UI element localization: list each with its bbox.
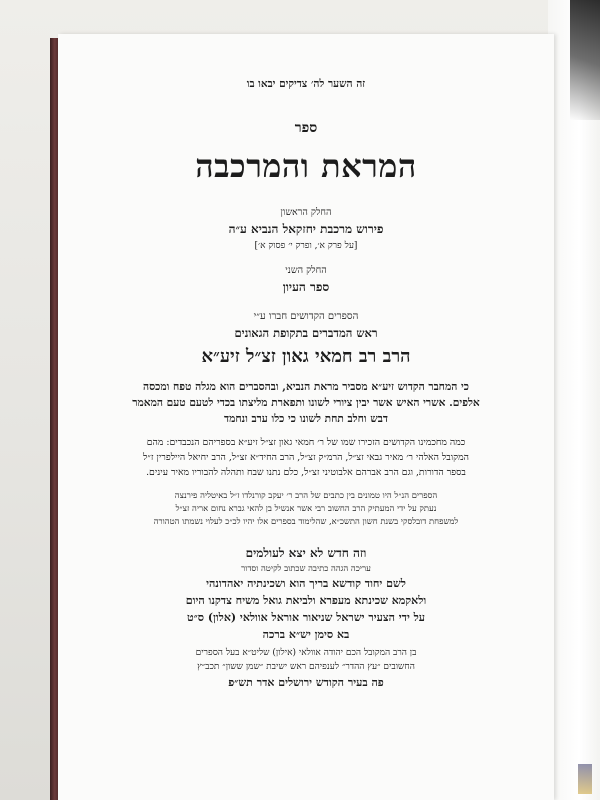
provenance-paragraph [82, 490, 530, 526]
provenance-line: הספרים הנ״ל היו טמונים בין כתבים של הרב ר׳ יעקב קורנלדו ז״ל באיטליה פירנצה [174, 490, 438, 500]
part-one-name: פירוש מרכבת יחזקאל הנביא ע״ה [228, 222, 384, 236]
book-title: המראת והמרכבה [195, 147, 417, 185]
description-line: כי המחבר הקדוש זיע״א מסביר מראת הנביא, ובהסברים הוא מגלה טפח ומכסה [143, 381, 469, 393]
part-two-name: ספר העיון [282, 280, 330, 294]
part-one-label: החלק הראשון [280, 207, 332, 218]
citations-line: המקובל האלהי ר׳ מאיר גבאי זצ״ל, הרמ״ק זצ״ל, הרב החיד״א זצ״ל, הרב יחיאל היילפרין ז״ל [143, 452, 469, 463]
provenance-line: למשפחת דובלסקי בשנת חשון התשכ״א, שהלימוד בספרים אלו יהיו לכ״כ לעלוי נשמתו הטהורה [153, 516, 459, 526]
closing-headline: וזה חדש לא יצא לעולמים [245, 546, 367, 560]
editor-father-line-2: החשובים ״עץ ההדר״ לענפיהם ראש ישיבת ״שמן ששון״ תכב״ץ [197, 662, 415, 672]
citations-line: בספר הדורות, וגם הרב אברהם אלבוטיני זצ״ל, כלם נתנו שבח ותהלה להבוריו מאיר עינים. [146, 467, 466, 478]
next-page-edge [548, 0, 600, 800]
page-curl-shadow [570, 0, 600, 120]
provenance-line: נעתק על ידי המעתיק הרב החשוב רבי אשר אנשיל בן להאי גברא נחום אריה זצ״ל [175, 503, 437, 513]
citations-line: כמה מחכמינו הקדושים הזכירו שמו של ר׳ חמאי גאון זצ״ל זיע״א בספריהם הנכבדים: מהם [146, 437, 466, 448]
description-line: אלפים. אשרי האיש אשר יבין ציורי לשונו ותפארת מליצתו בכדי לטעם טעם המאמר [132, 397, 480, 409]
publication-place-date: פה בעיר הקודש ירושלים אדר תש״פ [228, 676, 384, 689]
author-name: הרב רב חמאי גאון זצ״ל זיע״א [201, 346, 411, 367]
description-line: דבש וחלב תחת לשונו כי כלו ערב ונחמד [224, 413, 388, 425]
bookmark-ribbon [578, 764, 592, 794]
editing-credits: עריכה הגהה כתיבה שכתוב לקיטה וסדור [241, 563, 371, 573]
sefer-label: ספר [294, 120, 318, 136]
citations-paragraph [82, 437, 530, 478]
closing-block [82, 546, 530, 689]
part-one-scope: [על פרק א׳, ופרק י׳ פסוק א׳] [254, 241, 358, 251]
author-era: ראש המדברים בתקופת הגאונים [234, 326, 378, 340]
description-paragraph [82, 381, 530, 425]
title-page-content [82, 78, 530, 689]
editor-sign: בא סימן יש״א ברכה [262, 628, 350, 641]
editor-name: על ידי הצעיר ישראל שניאור אוראל אוולאי (אלון) ס״ט [186, 611, 426, 624]
editor-father-line-1: בן הרב המקובל הכם יהודה אוולאי (אילון) שליט״א בעל הספרים [195, 648, 417, 658]
title-page [58, 34, 554, 800]
motto: זה השער לה׳ צדיקים יבאו בו [246, 78, 366, 90]
dedication-line-2: ולאקמא שכינתא מעפרא ולביאת גואל משיח צדקנו היום [185, 594, 427, 607]
dedication-line-1: לשם יחוד קודשא בריך הוא ושכינתיה יאהדונהי [206, 577, 406, 590]
author-intro: הספרים הקדושים חברו ע״י [253, 311, 359, 322]
part-two-label: החלק השני [285, 265, 327, 276]
